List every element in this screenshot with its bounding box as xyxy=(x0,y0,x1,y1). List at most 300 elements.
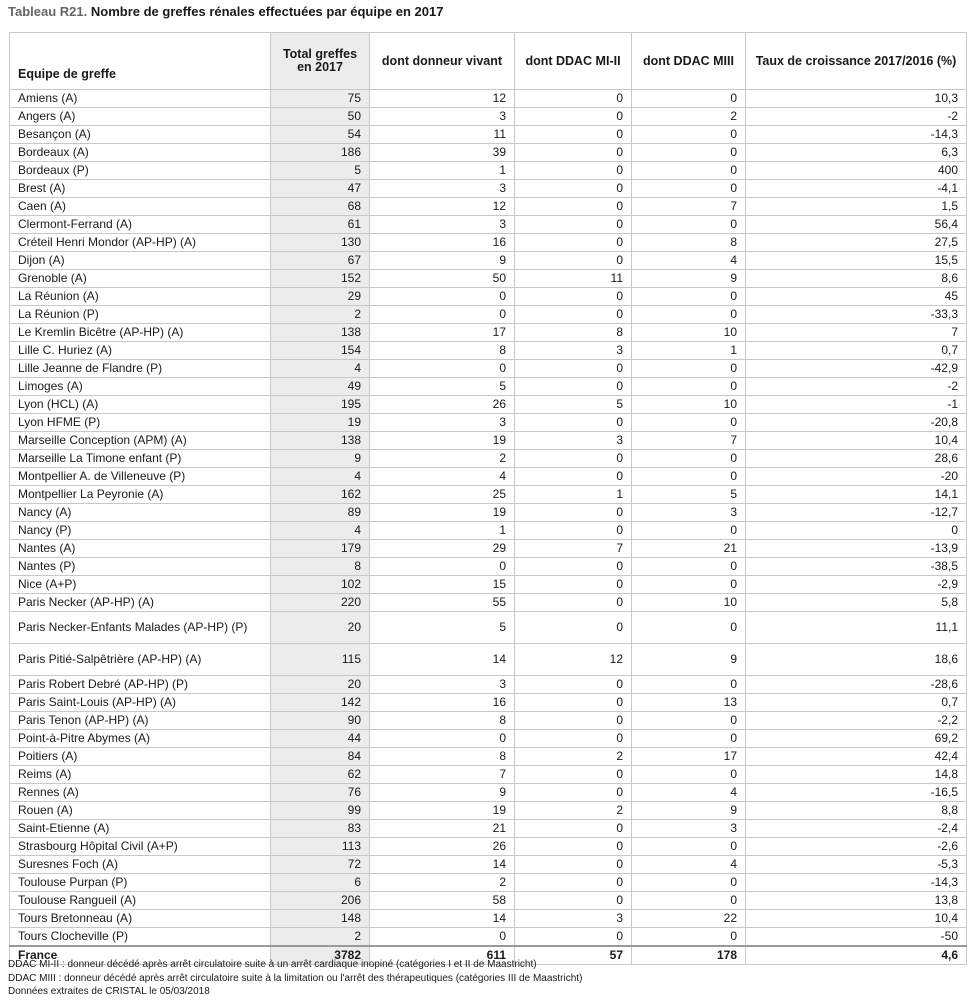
cell-living-donor: 2 xyxy=(370,874,515,892)
cell-ddac-mi-ii: 0 xyxy=(515,676,632,694)
cell-living-donor: 19 xyxy=(370,432,515,450)
cell-growth-rate: 42,4 xyxy=(746,748,967,766)
cell-team-name: Amiens (A) xyxy=(10,90,271,108)
cell-team-name: Montpellier A. de Villeneuve (P) xyxy=(10,468,271,486)
cell-living-donor: 55 xyxy=(370,594,515,612)
cell-team-name: Lille C. Huriez (A) xyxy=(10,342,271,360)
table-row xyxy=(10,644,967,676)
cell-growth-rate: 400 xyxy=(746,162,967,180)
cell-total-grafts: 3782 xyxy=(271,946,370,965)
cell-team-name: Nancy (P) xyxy=(10,522,271,540)
cell-ddac-miii: 0 xyxy=(632,730,746,748)
cell-total-grafts: 148 xyxy=(271,910,370,928)
table-caption: Nombre de greffes rénales effectuées par équipe en 2017 xyxy=(90,4,444,19)
cell-ddac-mi-ii: 2 xyxy=(515,802,632,820)
table-row xyxy=(10,414,967,432)
cell-total-grafts: 83 xyxy=(271,820,370,838)
cell-ddac-miii: 0 xyxy=(632,928,746,947)
cell-ddac-mi-ii: 0 xyxy=(515,216,632,234)
cell-total-grafts: 5 xyxy=(271,162,370,180)
cell-ddac-miii: 3 xyxy=(632,504,746,522)
cell-ddac-miii: 0 xyxy=(632,216,746,234)
cell-ddac-mi-ii: 7 xyxy=(515,540,632,558)
table-row xyxy=(10,820,967,838)
cell-total-grafts: 154 xyxy=(271,342,370,360)
cell-living-donor: 3 xyxy=(370,108,515,126)
cell-total-grafts: 62 xyxy=(271,766,370,784)
cell-ddac-mi-ii: 0 xyxy=(515,234,632,252)
cell-team-name: Dijon (A) xyxy=(10,252,271,270)
cell-team-name: Rennes (A) xyxy=(10,784,271,802)
cell-ddac-miii: 0 xyxy=(632,712,746,730)
cell-ddac-mi-ii: 0 xyxy=(515,162,632,180)
cell-living-donor: 29 xyxy=(370,540,515,558)
cell-living-donor: 5 xyxy=(370,612,515,644)
cell-growth-rate: -2,6 xyxy=(746,838,967,856)
table-row xyxy=(10,928,967,947)
header-team: Equipe de greffe xyxy=(10,33,271,90)
table-row xyxy=(10,144,967,162)
table-row xyxy=(10,558,967,576)
cell-ddac-miii: 0 xyxy=(632,378,746,396)
cell-team-name: Paris Pitié-Salpêtrière (AP-HP) (A) xyxy=(10,644,271,676)
cell-growth-rate: 14,1 xyxy=(746,486,967,504)
header-ddac-mi-ii: dont DDAC MI-II xyxy=(515,33,632,90)
cell-growth-rate: -42,9 xyxy=(746,360,967,378)
cell-team-name: La Réunion (A) xyxy=(10,288,271,306)
table-row xyxy=(10,108,967,126)
cell-team-name: Paris Saint-Louis (AP-HP) (A) xyxy=(10,694,271,712)
cell-team-name: Angers (A) xyxy=(10,108,271,126)
cell-ddac-miii: 1 xyxy=(632,342,746,360)
cell-living-donor: 3 xyxy=(370,216,515,234)
cell-total-grafts: 6 xyxy=(271,874,370,892)
cell-team-name: Saint-Etienne (A) xyxy=(10,820,271,838)
cell-living-donor: 11 xyxy=(370,126,515,144)
cell-living-donor: 15 xyxy=(370,576,515,594)
cell-living-donor: 3 xyxy=(370,414,515,432)
cell-ddac-mi-ii: 0 xyxy=(515,306,632,324)
cell-ddac-mi-ii: 11 xyxy=(515,270,632,288)
cell-total-grafts: 2 xyxy=(271,306,370,324)
cell-ddac-miii: 0 xyxy=(632,450,746,468)
cell-ddac-mi-ii: 0 xyxy=(515,612,632,644)
cell-living-donor: 26 xyxy=(370,838,515,856)
cell-ddac-mi-ii: 0 xyxy=(515,874,632,892)
table-row xyxy=(10,486,967,504)
header-ddac-miii: dont DDAC MIII xyxy=(632,33,746,90)
table-row xyxy=(10,324,967,342)
cell-growth-rate: 4,6 xyxy=(746,946,967,965)
cell-ddac-miii: 0 xyxy=(632,180,746,198)
table-row xyxy=(10,730,967,748)
cell-total-grafts: 179 xyxy=(271,540,370,558)
table-row xyxy=(10,676,967,694)
table-row xyxy=(10,432,967,450)
cell-team-name: France xyxy=(10,946,271,965)
cell-total-grafts: 138 xyxy=(271,432,370,450)
cell-ddac-mi-ii: 0 xyxy=(515,558,632,576)
cell-ddac-mi-ii: 0 xyxy=(515,856,632,874)
cell-total-grafts: 186 xyxy=(271,144,370,162)
grafts-table xyxy=(9,32,967,965)
cell-ddac-mi-ii: 0 xyxy=(515,360,632,378)
cell-growth-rate: 6,3 xyxy=(746,144,967,162)
cell-ddac-miii: 0 xyxy=(632,522,746,540)
cell-total-grafts: 195 xyxy=(271,396,370,414)
cell-living-donor: 12 xyxy=(370,90,515,108)
cell-growth-rate: -2 xyxy=(746,108,967,126)
cell-growth-rate: 0 xyxy=(746,522,967,540)
table-row xyxy=(10,694,967,712)
cell-living-donor: 8 xyxy=(370,342,515,360)
cell-living-donor: 26 xyxy=(370,396,515,414)
cell-total-grafts: 50 xyxy=(271,108,370,126)
header-living-donor: dont donneur vivant xyxy=(370,33,515,90)
cell-growth-rate: 8,6 xyxy=(746,270,967,288)
cell-living-donor: 0 xyxy=(370,306,515,324)
cell-growth-rate: -38,5 xyxy=(746,558,967,576)
table-row xyxy=(10,126,967,144)
cell-ddac-miii: 17 xyxy=(632,748,746,766)
cell-growth-rate: -2 xyxy=(746,378,967,396)
cell-ddac-mi-ii: 0 xyxy=(515,108,632,126)
cell-ddac-mi-ii: 1 xyxy=(515,486,632,504)
cell-team-name: Créteil Henri Mondor (AP-HP) (A) xyxy=(10,234,271,252)
cell-growth-rate: -4,1 xyxy=(746,180,967,198)
cell-ddac-mi-ii: 3 xyxy=(515,342,632,360)
table-row xyxy=(10,838,967,856)
table-body xyxy=(10,90,967,965)
cell-team-name: Caen (A) xyxy=(10,198,271,216)
table-row xyxy=(10,594,967,612)
cell-living-donor: 58 xyxy=(370,892,515,910)
cell-team-name: Reims (A) xyxy=(10,766,271,784)
cell-ddac-mi-ii: 8 xyxy=(515,324,632,342)
cell-ddac-miii: 0 xyxy=(632,838,746,856)
cell-total-grafts: 220 xyxy=(271,594,370,612)
table-row xyxy=(10,712,967,730)
cell-living-donor: 14 xyxy=(370,856,515,874)
table-row xyxy=(10,234,967,252)
cell-team-name: Besançon (A) xyxy=(10,126,271,144)
cell-growth-rate: 10,3 xyxy=(746,90,967,108)
cell-growth-rate: -13,9 xyxy=(746,540,967,558)
cell-total-grafts: 4 xyxy=(271,522,370,540)
table-row xyxy=(10,748,967,766)
table-row xyxy=(10,468,967,486)
cell-team-name: Toulouse Rangueil (A) xyxy=(10,892,271,910)
cell-total-grafts: 142 xyxy=(271,694,370,712)
cell-growth-rate: 27,5 xyxy=(746,234,967,252)
cell-total-grafts: 130 xyxy=(271,234,370,252)
cell-ddac-miii: 2 xyxy=(632,108,746,126)
cell-living-donor: 8 xyxy=(370,712,515,730)
cell-living-donor: 19 xyxy=(370,504,515,522)
cell-growth-rate: -2,4 xyxy=(746,820,967,838)
cell-living-donor: 16 xyxy=(370,234,515,252)
cell-ddac-miii: 7 xyxy=(632,198,746,216)
cell-total-grafts: 68 xyxy=(271,198,370,216)
cell-team-name: Tours Clocheville (P) xyxy=(10,928,271,947)
table-row xyxy=(10,892,967,910)
cell-growth-rate: 14,8 xyxy=(746,766,967,784)
cell-living-donor: 16 xyxy=(370,694,515,712)
cell-living-donor: 17 xyxy=(370,324,515,342)
cell-team-name: Point-à-Pitre Abymes (A) xyxy=(10,730,271,748)
cell-growth-rate: 45 xyxy=(746,288,967,306)
table-row xyxy=(10,306,967,324)
cell-living-donor: 0 xyxy=(370,288,515,306)
cell-total-grafts: 4 xyxy=(271,360,370,378)
cell-team-name: Brest (A) xyxy=(10,180,271,198)
table-row xyxy=(10,612,967,644)
cell-ddac-miii: 0 xyxy=(632,414,746,432)
table-row xyxy=(10,766,967,784)
cell-total-grafts: 138 xyxy=(271,324,370,342)
cell-ddac-miii: 22 xyxy=(632,910,746,928)
cell-total-grafts: 47 xyxy=(271,180,370,198)
cell-living-donor: 14 xyxy=(370,910,515,928)
cell-team-name: Bordeaux (P) xyxy=(10,162,271,180)
table-row xyxy=(10,180,967,198)
table-row xyxy=(10,342,967,360)
cell-growth-rate: 56,4 xyxy=(746,216,967,234)
cell-living-donor: 3 xyxy=(370,676,515,694)
footnote-ddac-mi-ii: DDAC MI-II : donneur décédé après arrêt circulatoire suite à un arrêt cardiaque inopiné (catégories I et II de Maastricht) xyxy=(8,959,537,970)
table-row xyxy=(10,252,967,270)
cell-total-grafts: 20 xyxy=(271,676,370,694)
cell-ddac-miii: 7 xyxy=(632,432,746,450)
cell-growth-rate: 0,7 xyxy=(746,342,967,360)
cell-total-grafts: 115 xyxy=(271,644,370,676)
cell-ddac-miii: 0 xyxy=(632,306,746,324)
cell-ddac-mi-ii: 0 xyxy=(515,144,632,162)
table-row xyxy=(10,784,967,802)
cell-team-name: Clermont-Ferrand (A) xyxy=(10,216,271,234)
cell-growth-rate: 0,7 xyxy=(746,694,967,712)
cell-ddac-miii: 4 xyxy=(632,252,746,270)
cell-ddac-miii: 8 xyxy=(632,234,746,252)
cell-ddac-mi-ii: 0 xyxy=(515,252,632,270)
table-title xyxy=(8,4,443,19)
table-row xyxy=(10,450,967,468)
cell-total-grafts: 2 xyxy=(271,928,370,947)
cell-total-grafts: 113 xyxy=(271,838,370,856)
cell-team-name: Paris Robert Debré (AP-HP) (P) xyxy=(10,676,271,694)
cell-ddac-miii: 0 xyxy=(632,676,746,694)
cell-ddac-mi-ii: 0 xyxy=(515,414,632,432)
cell-ddac-mi-ii: 0 xyxy=(515,730,632,748)
cell-ddac-mi-ii: 0 xyxy=(515,892,632,910)
cell-team-name: Bordeaux (A) xyxy=(10,144,271,162)
table-row xyxy=(10,504,967,522)
cell-ddac-mi-ii: 0 xyxy=(515,126,632,144)
cell-total-grafts: 29 xyxy=(271,288,370,306)
cell-ddac-miii: 9 xyxy=(632,644,746,676)
cell-growth-rate: 5,8 xyxy=(746,594,967,612)
cell-growth-rate: -5,3 xyxy=(746,856,967,874)
cell-ddac-miii: 13 xyxy=(632,694,746,712)
table-row xyxy=(10,288,967,306)
cell-growth-rate: 18,6 xyxy=(746,644,967,676)
cell-living-donor: 0 xyxy=(370,558,515,576)
cell-growth-rate: -1 xyxy=(746,396,967,414)
cell-ddac-mi-ii: 0 xyxy=(515,198,632,216)
cell-ddac-mi-ii: 3 xyxy=(515,910,632,928)
cell-ddac-mi-ii: 0 xyxy=(515,576,632,594)
cell-ddac-mi-ii: 0 xyxy=(515,838,632,856)
cell-total-grafts: 102 xyxy=(271,576,370,594)
cell-living-donor: 25 xyxy=(370,486,515,504)
cell-team-name: Strasbourg Hôpital Civil (A+P) xyxy=(10,838,271,856)
cell-ddac-miii: 0 xyxy=(632,892,746,910)
cell-growth-rate: -2,9 xyxy=(746,576,967,594)
cell-team-name: Marseille La Timone enfant (P) xyxy=(10,450,271,468)
cell-team-name: Poitiers (A) xyxy=(10,748,271,766)
table-row xyxy=(10,802,967,820)
cell-team-name: Grenoble (A) xyxy=(10,270,271,288)
cell-total-grafts: 8 xyxy=(271,558,370,576)
cell-ddac-miii: 0 xyxy=(632,612,746,644)
cell-ddac-miii: 3 xyxy=(632,820,746,838)
cell-living-donor: 1 xyxy=(370,162,515,180)
cell-total-grafts: 206 xyxy=(271,892,370,910)
table-row xyxy=(10,874,967,892)
cell-ddac-mi-ii: 5 xyxy=(515,396,632,414)
cell-total-grafts: 9 xyxy=(271,450,370,468)
table-row xyxy=(10,360,967,378)
cell-living-donor: 1 xyxy=(370,522,515,540)
cell-total-grafts: 19 xyxy=(271,414,370,432)
cell-total-grafts: 84 xyxy=(271,748,370,766)
cell-living-donor: 3 xyxy=(370,180,515,198)
cell-growth-rate: -20 xyxy=(746,468,967,486)
table-row xyxy=(10,856,967,874)
cell-living-donor: 12 xyxy=(370,198,515,216)
cell-team-name: Tours Bretonneau (A) xyxy=(10,910,271,928)
cell-living-donor: 4 xyxy=(370,468,515,486)
footnotes xyxy=(8,958,582,999)
cell-living-donor: 8 xyxy=(370,748,515,766)
cell-living-donor: 0 xyxy=(370,360,515,378)
cell-ddac-miii: 4 xyxy=(632,856,746,874)
cell-ddac-mi-ii: 0 xyxy=(515,712,632,730)
cell-growth-rate: -14,3 xyxy=(746,874,967,892)
cell-ddac-miii: 0 xyxy=(632,144,746,162)
cell-growth-rate: -2,2 xyxy=(746,712,967,730)
cell-team-name: Marseille Conception (APM) (A) xyxy=(10,432,271,450)
cell-growth-rate: 10,4 xyxy=(746,910,967,928)
cell-ddac-miii: 21 xyxy=(632,540,746,558)
cell-growth-rate: 28,6 xyxy=(746,450,967,468)
cell-ddac-mi-ii: 0 xyxy=(515,378,632,396)
cell-growth-rate: -12,7 xyxy=(746,504,967,522)
cell-ddac-miii: 9 xyxy=(632,270,746,288)
cell-total-grafts: 90 xyxy=(271,712,370,730)
cell-team-name: Limoges (A) xyxy=(10,378,271,396)
cell-living-donor: 5 xyxy=(370,378,515,396)
table-row xyxy=(10,540,967,558)
table-row xyxy=(10,910,967,928)
footnote-ddac-miii: DDAC MIII : donneur décédé après arrêt circulatoire suite à la limitation ou l'arrêt des thérapeutiques (catégories III de Maastricht) xyxy=(8,972,583,984)
cell-living-donor: 0 xyxy=(370,928,515,947)
footnote-data-source: Données extraites de CRISTAL le 05/03/2018 xyxy=(8,986,210,997)
table-number: Tableau R21. xyxy=(8,4,88,19)
cell-ddac-miii: 0 xyxy=(632,90,746,108)
cell-growth-rate: 7 xyxy=(746,324,967,342)
cell-ddac-mi-ii: 0 xyxy=(515,288,632,306)
cell-living-donor: 0 xyxy=(370,730,515,748)
cell-team-name: Montpellier La Peyronie (A) xyxy=(10,486,271,504)
cell-ddac-mi-ii: 12 xyxy=(515,644,632,676)
cell-ddac-miii: 4 xyxy=(632,784,746,802)
cell-growth-rate: 8,8 xyxy=(746,802,967,820)
cell-ddac-mi-ii: 0 xyxy=(515,450,632,468)
cell-ddac-mi-ii: 2 xyxy=(515,748,632,766)
cell-ddac-mi-ii: 0 xyxy=(515,784,632,802)
cell-total-grafts: 49 xyxy=(271,378,370,396)
cell-living-donor: 2 xyxy=(370,450,515,468)
cell-living-donor: 39 xyxy=(370,144,515,162)
cell-team-name: Suresnes Foch (A) xyxy=(10,856,271,874)
cell-ddac-mi-ii: 0 xyxy=(515,468,632,486)
cell-ddac-mi-ii: 3 xyxy=(515,432,632,450)
cell-ddac-mi-ii: 0 xyxy=(515,694,632,712)
cell-total-grafts: 152 xyxy=(271,270,370,288)
cell-ddac-miii: 10 xyxy=(632,324,746,342)
cell-ddac-mi-ii: 0 xyxy=(515,522,632,540)
cell-total-grafts: 72 xyxy=(271,856,370,874)
cell-team-name: Lyon (HCL) (A) xyxy=(10,396,271,414)
cell-team-name: Rouen (A) xyxy=(10,802,271,820)
cell-team-name: Nantes (P) xyxy=(10,558,271,576)
cell-growth-rate: -28,6 xyxy=(746,676,967,694)
cell-ddac-mi-ii: 0 xyxy=(515,90,632,108)
cell-living-donor: 611 xyxy=(370,946,515,965)
cell-ddac-miii: 0 xyxy=(632,360,746,378)
cell-ddac-miii: 10 xyxy=(632,594,746,612)
cell-ddac-miii: 0 xyxy=(632,558,746,576)
cell-growth-rate: 69,2 xyxy=(746,730,967,748)
cell-ddac-miii: 0 xyxy=(632,576,746,594)
cell-growth-rate: -50 xyxy=(746,928,967,947)
cell-total-grafts: 76 xyxy=(271,784,370,802)
cell-team-name: Nantes (A) xyxy=(10,540,271,558)
cell-ddac-mi-ii: 0 xyxy=(515,820,632,838)
cell-ddac-miii: 10 xyxy=(632,396,746,414)
cell-living-donor: 9 xyxy=(370,252,515,270)
cell-ddac-mi-ii: 0 xyxy=(515,594,632,612)
cell-living-donor: 9 xyxy=(370,784,515,802)
cell-total-grafts: 20 xyxy=(271,612,370,644)
cell-growth-rate: 15,5 xyxy=(746,252,967,270)
table-row xyxy=(10,198,967,216)
cell-growth-rate: -33,3 xyxy=(746,306,967,324)
cell-ddac-miii: 0 xyxy=(632,162,746,180)
cell-living-donor: 21 xyxy=(370,820,515,838)
table-row xyxy=(10,270,967,288)
cell-total-grafts: 67 xyxy=(271,252,370,270)
cell-team-name: La Réunion (P) xyxy=(10,306,271,324)
cell-team-name: Paris Necker-Enfants Malades (AP-HP) (P) xyxy=(10,612,271,644)
cell-growth-rate: -14,3 xyxy=(746,126,967,144)
cell-living-donor: 14 xyxy=(370,644,515,676)
cell-total-grafts: 4 xyxy=(271,468,370,486)
cell-team-name: Le Kremlin Bicêtre (AP-HP) (A) xyxy=(10,324,271,342)
cell-growth-rate: 13,8 xyxy=(746,892,967,910)
table-row xyxy=(10,378,967,396)
